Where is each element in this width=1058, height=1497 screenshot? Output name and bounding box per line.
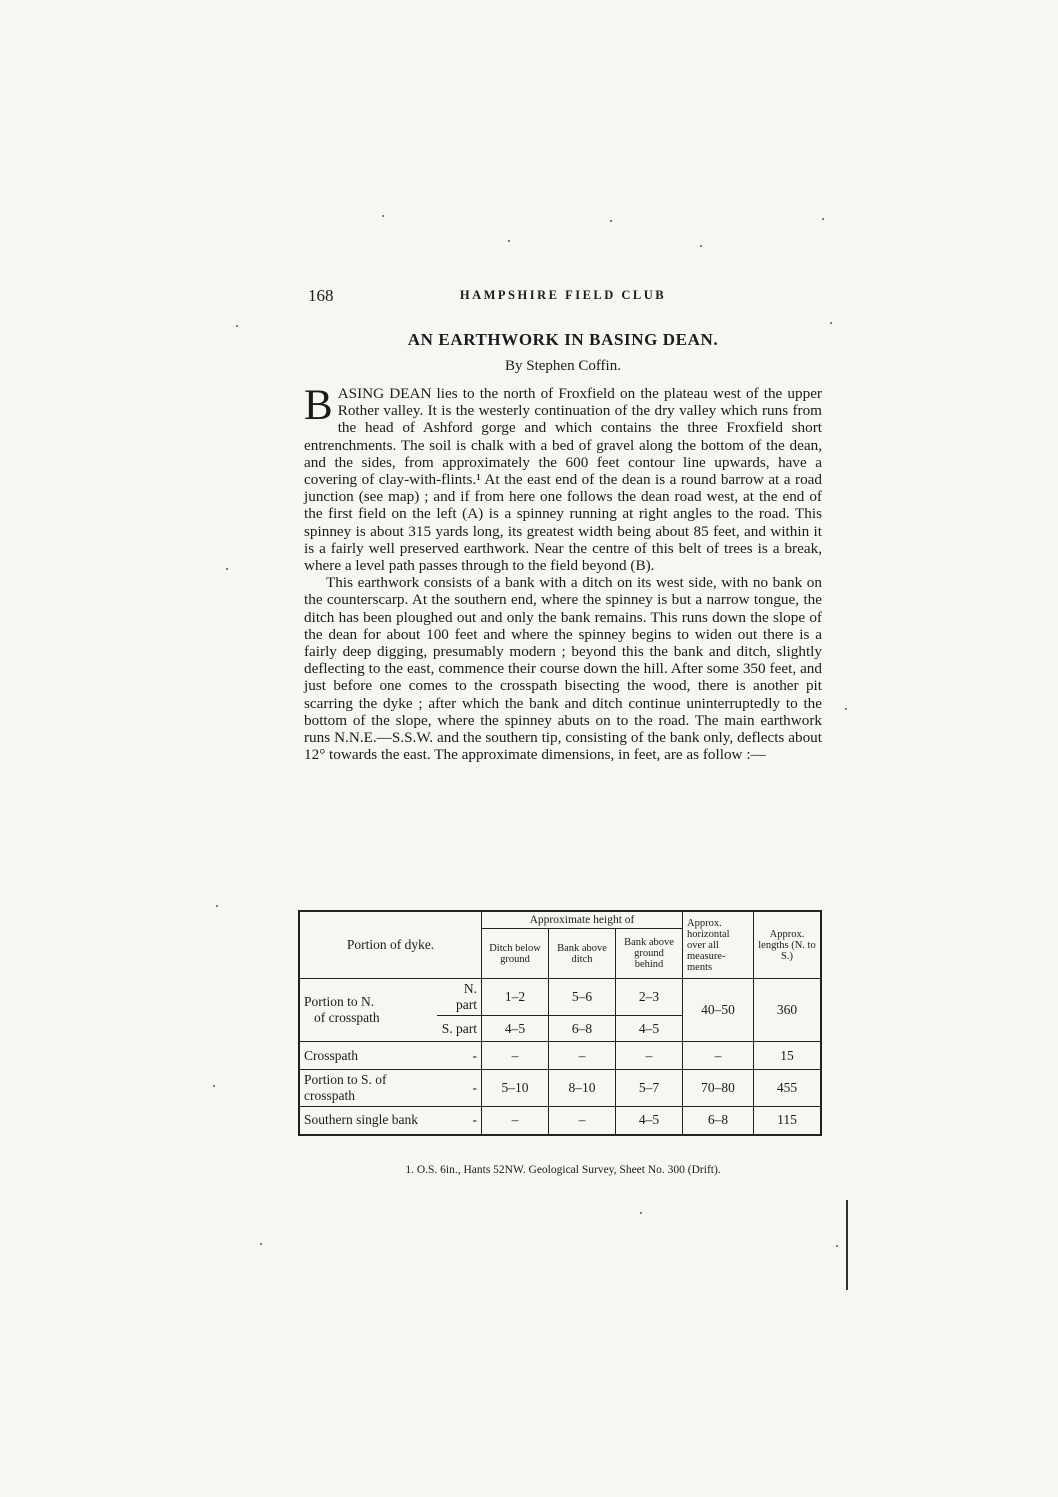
s-part-bank-ditch: 6–8 (549, 1016, 616, 1042)
n-part-bank-ditch: 5–6 (549, 979, 616, 1016)
header-bank-above-ditch: Bank above ditch (549, 929, 616, 979)
southern-length: 115 (754, 1107, 822, 1135)
southern-label: Southern single bank (299, 1107, 437, 1135)
header-height-group: Approximate height of (482, 911, 683, 929)
scan-speck (640, 1212, 642, 1214)
header-ditch: Ditch below ground (482, 929, 549, 979)
scan-speck (700, 245, 702, 247)
crosspath-horizontal: – (683, 1042, 754, 1070)
portion-n-horizontal: 40–50 (683, 979, 754, 1042)
scan-speck (830, 322, 832, 324)
article-byline: By Stephen Coffin. (505, 358, 621, 374)
southern-bank-ditch: – (549, 1107, 616, 1135)
page-number: 168 (308, 286, 334, 305)
southern-horizontal: 6–8 (683, 1107, 754, 1135)
header-lengths: Approx. lengths (N. to S.) (754, 911, 822, 979)
header-bank-above-ground: Bank above ground behind (616, 929, 683, 979)
dimensions-table (298, 910, 822, 1136)
crosspath-bank-ground: – (616, 1042, 683, 1070)
portion-n-label-line-2: of crosspath (314, 1010, 380, 1025)
s-part-bank-ground: 4–5 (616, 1016, 683, 1042)
crosspath-bank-ditch: – (549, 1042, 616, 1070)
s-part-ditch: 4–5 (482, 1016, 549, 1042)
crosspath-length: 15 (754, 1042, 822, 1070)
scan-edge-line (846, 1200, 848, 1290)
n-part-ditch: 1–2 (482, 979, 549, 1016)
scan-speck (260, 1243, 262, 1245)
scan-speck (508, 240, 510, 242)
portion-s-label: Portion to S. of crosspath (299, 1070, 437, 1107)
drop-cap: B (304, 382, 333, 429)
portion-n-label (299, 979, 437, 1042)
portion-s-length: 455 (754, 1070, 822, 1107)
scan-speck (236, 325, 238, 327)
scan-speck (216, 905, 218, 907)
scan-speck (382, 215, 384, 217)
paragraph-2: This earthwork consists of a bank with a ditch on its west side, with no bank on the counterscarp. At the southern end, where the spinney is but a narrow tongue, the ditch has been ploughed out and only the bank remains. This runs down the slope of the dean for about 100 feet and where the spinney begins to widen out there is a fairly deep digging, presumably modern ; beyond this the bank and ditch, slightly deflecting to the east, commence their course down the hill. After some 350 feet, and just before one comes to the crosspath bisecting the wood, there is another pit scarring the dyke ; after which the bank and ditch continue uninterruptedly to the bottom of the slope, where the spinney abuts on to the road. The main earthwork runs N.N.E.—S.S.W. and the southern tip, consisting of the bank only, deflects about 12° towards the east. The approximate dimensions, in feet, are as follow :— (304, 574, 822, 764)
page-header (308, 286, 818, 310)
s-part-label: S. part (437, 1016, 482, 1042)
portion-s-horizontal: 70–80 (683, 1070, 754, 1107)
footnote: 1. O.S. 6in., Hants 52NW. Geological Survey, Sheet No. 300 (Drift). (405, 1164, 721, 1176)
southern-bank-ground: 4–5 (616, 1107, 683, 1135)
portion-n-label-line-1: Portion to N. (304, 994, 375, 1009)
portion-n-length: 360 (754, 979, 822, 1042)
scan-speck (845, 708, 847, 710)
portion-s-ditch: 5–10 (482, 1070, 549, 1107)
paragraph-1 (304, 382, 822, 575)
running-head: HAMPSHIRE FIELD CLUB (459, 288, 667, 302)
header-portion: Portion of dyke. (299, 911, 482, 979)
southern-ditch: – (482, 1107, 549, 1135)
article-title: AN EARTHWORK IN BASING DEAN. (407, 330, 719, 349)
portion-s-bank-ditch: 8–10 (549, 1070, 616, 1107)
article-body (304, 382, 822, 764)
paragraph-1-text: ASING DEAN lies to the north of Froxfield on the plateau west of the upper Rother valley. It is the westerly continuation of the dry valley which runs from the head of Ashford gorge and which contains the three Froxfield short entrenchments. The soil is chalk with a bed of gravel along the bottom of the dean, and the sides, from approximately the 600 feet contour line upwards, have a covering of clay-with-flints.¹ At the east end of the dean is a round barrow at a road junction (see map) ; and if from here one follows the dean road west, at the end of the first field on the left (A) is a spinney running at right angles to the road. This spinney is about 315 yards long, its greatest width being about 85 feet, and within it is a fairly well preserved earthwork. Near the centre of this belt of trees is a break, where a level path passes through to the field beyond (B). (304, 385, 822, 575)
portion-s-bank-ground: 5–7 (616, 1070, 683, 1107)
n-part-bank-ground: 2–3 (616, 979, 683, 1016)
scan-speck (822, 218, 824, 220)
header-horizontal: Approx. horizontal over all measure- ments (683, 911, 754, 979)
scan-speck (836, 1245, 838, 1247)
crosspath-label: Crosspath (299, 1042, 437, 1070)
scan-speck (610, 220, 612, 222)
southern-dash: - (437, 1107, 482, 1135)
crosspath-ditch: – (482, 1042, 549, 1070)
scan-speck (213, 1085, 215, 1087)
n-part-label: N. part (437, 979, 482, 1016)
crosspath-dash: - (437, 1042, 482, 1070)
scan-speck (226, 568, 228, 570)
portion-s-dash: - (437, 1070, 482, 1107)
